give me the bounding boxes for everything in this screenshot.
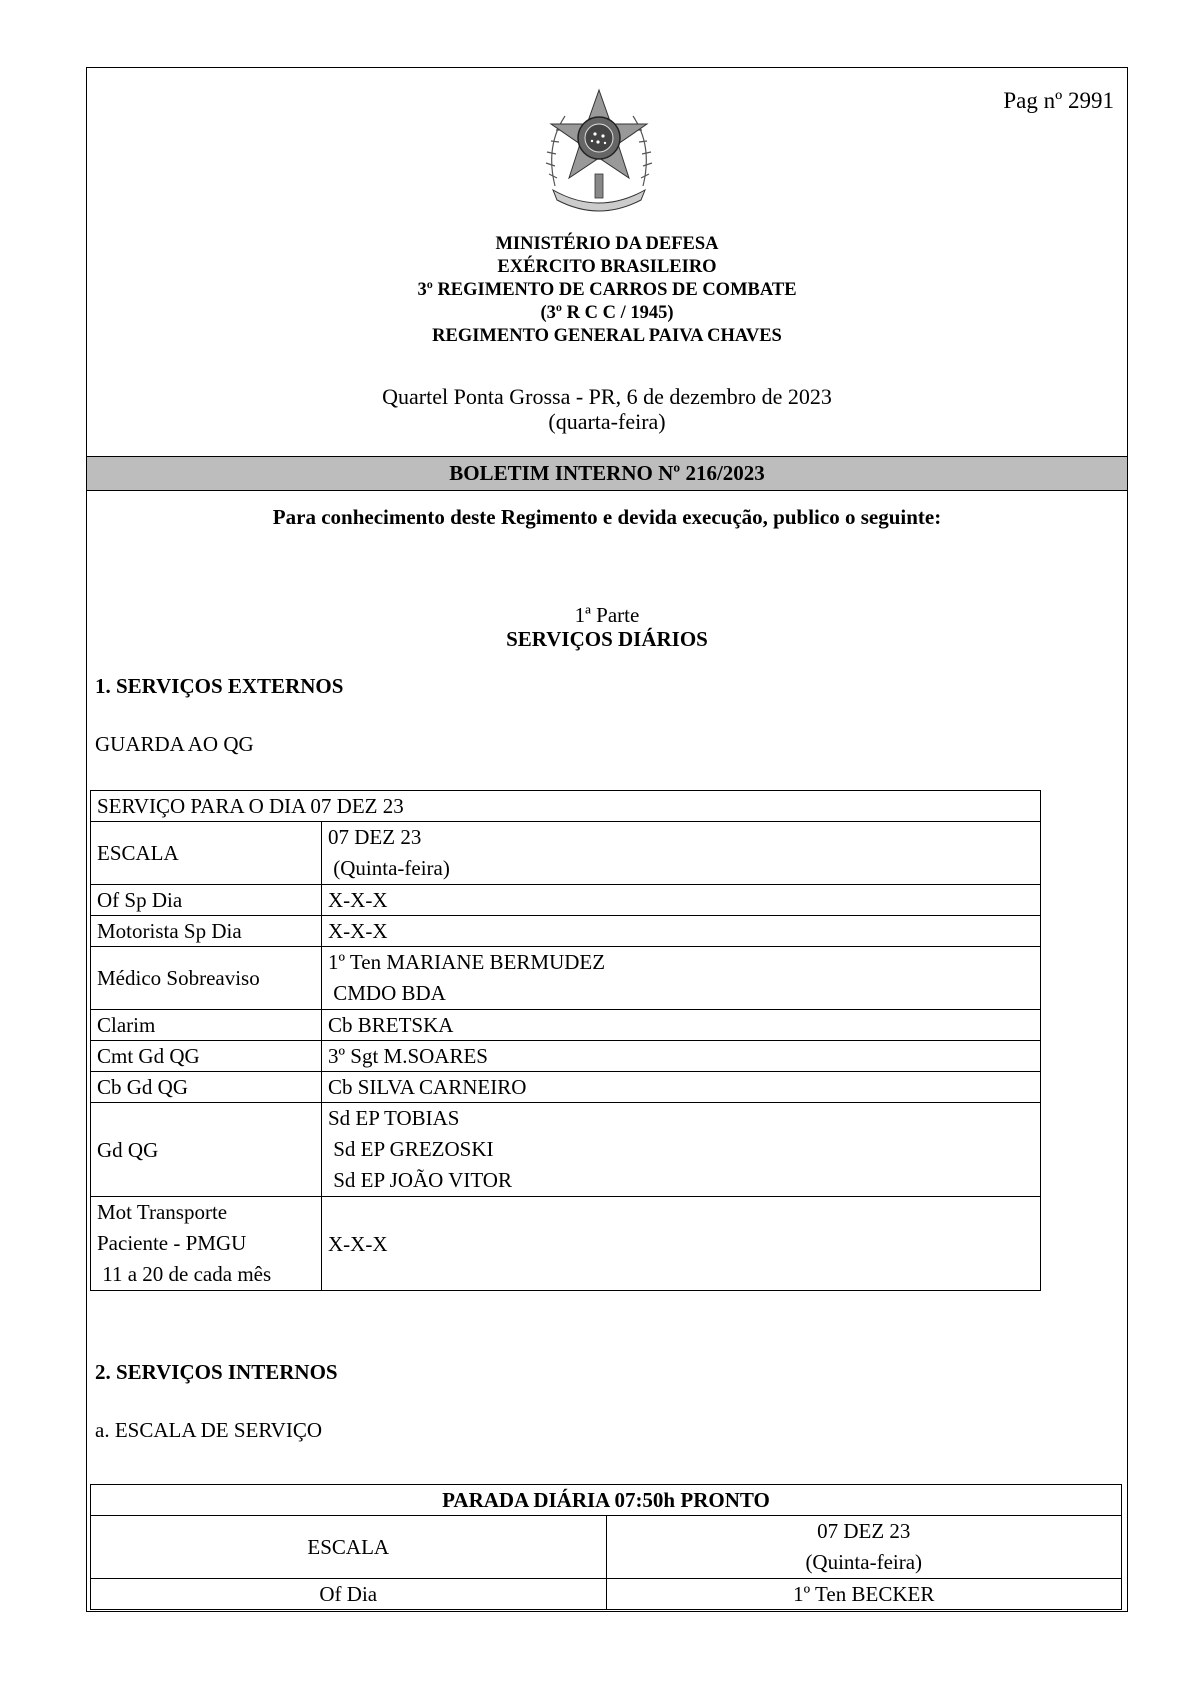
external-services-table — [90, 790, 1041, 1291]
row-label: Cmt Gd QG — [91, 1041, 322, 1072]
coat-of-arms-icon — [535, 86, 663, 218]
part-heading — [87, 603, 1127, 651]
row-label: Motorista Sp Dia — [91, 916, 322, 947]
row-value: Cb BRETSKA — [322, 1010, 1041, 1041]
table-row — [91, 916, 1041, 947]
row-label: Clarim — [91, 1010, 322, 1041]
row-value: 07 DEZ 23 (Quinta-feira) — [322, 822, 1041, 885]
row-value: X-X-X — [322, 1197, 1041, 1291]
row-value: X-X-X — [322, 885, 1041, 916]
table-header-row — [91, 1485, 1122, 1516]
row-label: Of Sp Dia — [91, 885, 322, 916]
ministry-line: MINISTÉRIO DA DEFESA — [495, 234, 719, 254]
table-row — [91, 1197, 1041, 1291]
weekday-line: (quarta-feira) — [548, 409, 666, 434]
part-label: 1ª Parte — [574, 603, 640, 627]
page-frame — [86, 67, 1128, 1612]
regiment-name-line: REGIMENTO GENERAL PAIVA CHAVES — [432, 326, 782, 346]
row-value: 1º Ten BECKER — [606, 1579, 1122, 1610]
table-header-cell: PARADA DIÁRIA 07:50h PRONTO — [91, 1485, 1122, 1516]
row-value: 07 DEZ 23 (Quinta-feira) — [606, 1516, 1122, 1579]
row-label: Gd QG — [91, 1103, 322, 1197]
section2-subheading: a. ESCALA DE SERVIÇO — [95, 1418, 322, 1442]
row-value: X-X-X — [322, 916, 1041, 947]
organization-block — [87, 233, 1127, 348]
row-label: Cb Gd QG — [91, 1072, 322, 1103]
intro-text: Para conhecimento deste Regimento e devida execução, publico o seguinte: — [272, 505, 942, 529]
table-row — [91, 885, 1041, 916]
table-row — [91, 1516, 1122, 1579]
table-row — [91, 822, 1041, 885]
document-header — [87, 68, 1127, 457]
table-header-cell: SERVIÇO PARA O DIA 07 DEZ 23 — [91, 791, 1041, 822]
internal-services-table — [90, 1484, 1122, 1610]
table-row — [91, 1579, 1122, 1610]
row-label: ESCALA — [91, 822, 322, 885]
table-row — [91, 1072, 1041, 1103]
section1-subheading: GUARDA AO QG — [95, 732, 254, 756]
regiment-line: 3º REGIMENTO DE CARROS DE COMBATE — [417, 280, 797, 300]
row-label: Of Dia — [91, 1579, 607, 1610]
section2-heading: 2. SERVIÇOS INTERNOS — [95, 1360, 338, 1384]
table-header-row — [91, 791, 1041, 822]
place-date-line: Quartel Ponta Grossa - PR, 6 de dezembro de 2023 — [382, 384, 832, 409]
row-value: 1º Ten MARIANE BERMUDEZ CMDO BDA — [322, 947, 1041, 1010]
table-row — [91, 1103, 1041, 1197]
regiment-abbrev-line: (3º R C C / 1945) — [540, 303, 674, 323]
table-row — [91, 1041, 1041, 1072]
place-date — [87, 384, 1127, 434]
row-label: ESCALA — [91, 1516, 607, 1579]
row-label: Mot Transporte Paciente - PMGU 11 a 20 de cada mês — [91, 1197, 322, 1291]
page-number: Pag nº 2991 — [1003, 88, 1114, 113]
section1-heading: 1. SERVIÇOS EXTERNOS — [95, 674, 344, 698]
row-value: Cb SILVA CARNEIRO — [322, 1072, 1041, 1103]
table-row — [91, 1010, 1041, 1041]
row-value: 3º Sgt M.SOARES — [322, 1041, 1041, 1072]
bulletin-title: BOLETIM INTERNO Nº 216/2023 — [87, 457, 1127, 491]
army-line: EXÉRCITO BRASILEIRO — [497, 257, 717, 277]
table-row — [91, 947, 1041, 1010]
row-value: Sd EP TOBIAS Sd EP GREZOSKI Sd EP JOÃO VITOR — [322, 1103, 1041, 1197]
row-label: Médico Sobreaviso — [91, 947, 322, 1010]
part-title: SERVIÇOS DIÁRIOS — [506, 627, 708, 651]
